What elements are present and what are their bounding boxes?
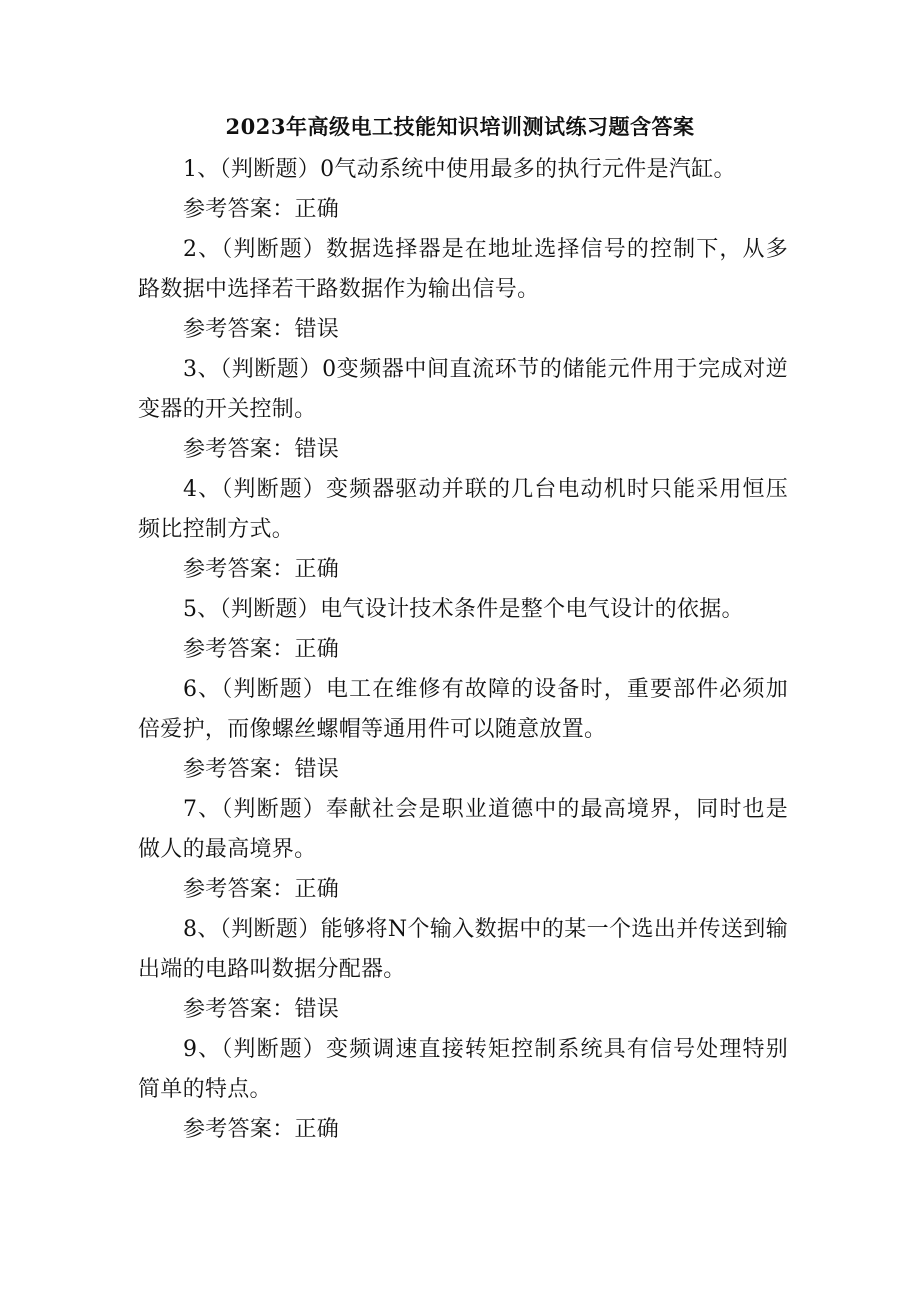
answer-text: 参考答案：正确 [183,557,340,582]
answer-text: 参考答案：错误 [183,437,340,462]
question-text: 6、（判断题）电工在维修有故障的设备时，重要部件必须加倍爱护，而像螺丝螺帽等通用件可以随意放置。 [138,677,788,742]
question-text: 8、（判断题）能够将N个输入数据中的某一个选出并传送到输出端的电路叫数据分配器。 [138,917,788,982]
question-list [138,150,788,1150]
answer-text: 参考答案：错误 [183,997,340,1022]
question-text: 9、（判断题）变频调速直接转矩控制系统具有信号处理特别简单的特点。 [138,1037,788,1102]
answer-text: 参考答案：错误 [183,757,340,782]
question-text: 7、（判断题）奉献社会是职业道德中的最高境界，同时也是做人的最高境界。 [138,797,788,862]
question-text: 1、（判断题）0气动系统中使用最多的执行元件是汽缸。 [183,157,736,182]
answer-text: 参考答案：正确 [183,197,340,222]
question-text: 2、（判断题）数据选择器是在地址选择信号的控制下，从多路数据中选择若干路数据作为输出信号。 [138,237,788,302]
document-title: 2023年高级电工技能知识培训测试练习题含答案 [225,114,695,139]
question-text: 4、（判断题）变频器驱动并联的几台电动机时只能采用恒压频比控制方式。 [138,477,788,542]
question-text: 3、（判断题）0变频器中间直流环节的储能元件用于完成对逆变器的开关控制。 [138,357,788,422]
answer-text: 参考答案：错误 [183,317,340,342]
answer-text: 参考答案：正确 [183,877,340,902]
question-text: 5、（判断题）电气设计技术条件是整个电气设计的依据。 [183,597,744,622]
answer-text: 参考答案：正确 [183,637,340,662]
answer-text: 参考答案：正确 [183,1117,340,1142]
